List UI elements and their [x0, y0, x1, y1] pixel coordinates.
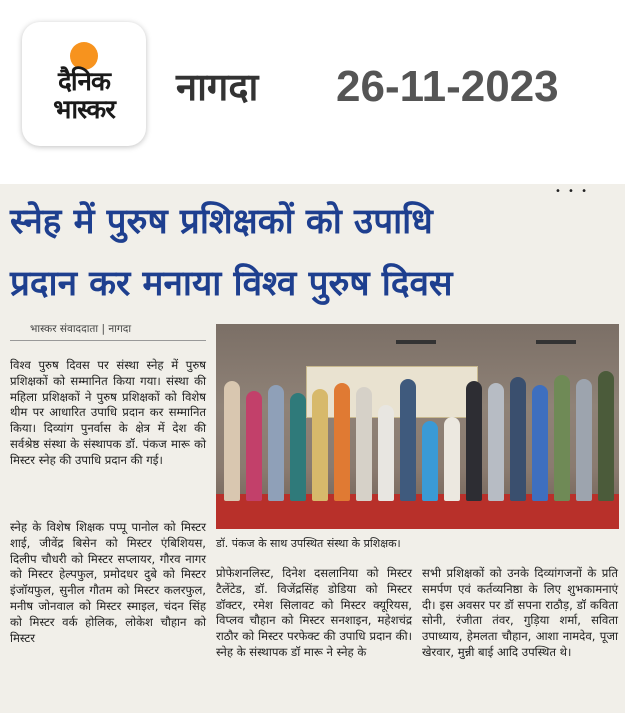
- person-figure: [510, 377, 526, 501]
- person-figure: [532, 385, 548, 501]
- logo-line1: दैनिक: [58, 67, 110, 97]
- person-figure: [378, 405, 394, 501]
- person-figure: [422, 421, 438, 501]
- article-column-1-para-2: स्नेह के विशेष शिक्षक पप्पू पानोल को मिस्टर शाई, जीवेंद्र बिसेन को मिस्टर एंबिशियस, दिलीप चौधरी को मिस्टर सप्लायर, गौरव नागर को मिस्टर हेल्पफुल, प्रमोदधर दुबे को मिस्टर इंजॉयफुल, सुनील गौतम को मिस्टर कलरफुल, मनीष जोनवाल को मिस्टर स्माइल, चंदन सिंह को मिस्टर वर्क होलिक, लोकेश चौहान को मिस्टर: [10, 520, 206, 645]
- byline: भास्कर संवाददाता | नागदा: [30, 323, 132, 335]
- person-figure: [488, 383, 504, 501]
- decorative-dots: • • •: [554, 186, 589, 197]
- header-bar: [0, 0, 625, 170]
- person-figure: [554, 375, 570, 501]
- sun-icon: [70, 42, 98, 70]
- person-figure: [356, 387, 372, 501]
- photo-caption: डॉ. पंकज के साथ उपस्थित संस्था के प्रशिक्षक।: [216, 537, 401, 550]
- person-figure: [224, 381, 240, 501]
- divider: [10, 340, 206, 341]
- person-figure: [246, 391, 262, 501]
- person-figure: [444, 417, 460, 501]
- article-column-1-para-1: विश्व पुरुष दिवस पर संस्था स्नेह में पुरुष प्रशिक्षकों को सम्मानित किया गया। संस्था की महिला प्रशिक्षकों ने पुरुष प्रशिक्षकों को विशेष थीम पर आधारित उपाधि प्रदान कर सम्मानित किया। दिव्यांग पुनर्वास के क्षेत्र में देश की सर्वश्रेष्ठ संस्था के संस्थापक डॉ. पंकज मारू को मिस्टर स्नेह की उपाधि प्रदान की गई।: [10, 358, 206, 467]
- article-column-2: प्रोफेशनलिस्ट, दिनेश दसलानिया को मिस्टर टैलेंटेड, डॉ. विजेंद्रसिंह डोडिया को मिस्टर डॉक्टर, रमेश सिलावट को मिस्टर क्यूरियस, विप्लव चौहान को मिस्टर सनशाइन, महेशचंद्र राठौर को मिस्टर परफेक्ट की उपाधि प्रदान की। स्नेह के संस्थापक डॉ मारू ने स्नेह के: [216, 566, 412, 659]
- person-figure: [290, 393, 306, 501]
- ceiling-fan-icon: [396, 340, 436, 344]
- ceiling-fan-icon: [536, 340, 576, 344]
- edition-date: 26-11-2023: [336, 62, 559, 111]
- person-figure: [334, 383, 350, 501]
- person-figure: [466, 381, 482, 501]
- person-figure: [312, 389, 328, 501]
- person-figure: [268, 385, 284, 501]
- person-figure: [598, 371, 614, 501]
- headline-line2: प्रदान कर मनाया विश्व पुरुष दिवस: [10, 264, 453, 304]
- event-photo: [216, 324, 619, 529]
- headline-line1: स्नेह में पुरुष प्रशिक्षकों को उपाधि: [10, 202, 433, 242]
- person-figure: [576, 379, 592, 501]
- city-name: नागदा: [176, 65, 259, 109]
- article-column-3: सभी प्रशिक्षकों को उनके दिव्यांगजनों के प्रति समर्पण एवं कर्तव्यनिष्ठा के लिए शुभकामनाएं दी। इस अवसर पर डॉ सपना राठौड़, डॉ कविता सोनी, रंजीता तंवर, गुड़िया शर्मा, सविता उपाध्याय, हेमलता चौहान, आशा नामदेव, पूजा खेरवार, मुन्नी बाई आदि उपस्थित थे।: [422, 566, 618, 659]
- dainik-bhaskar-logo: [22, 22, 146, 146]
- person-figure: [400, 379, 416, 501]
- logo-line2: भास्कर: [53, 95, 115, 125]
